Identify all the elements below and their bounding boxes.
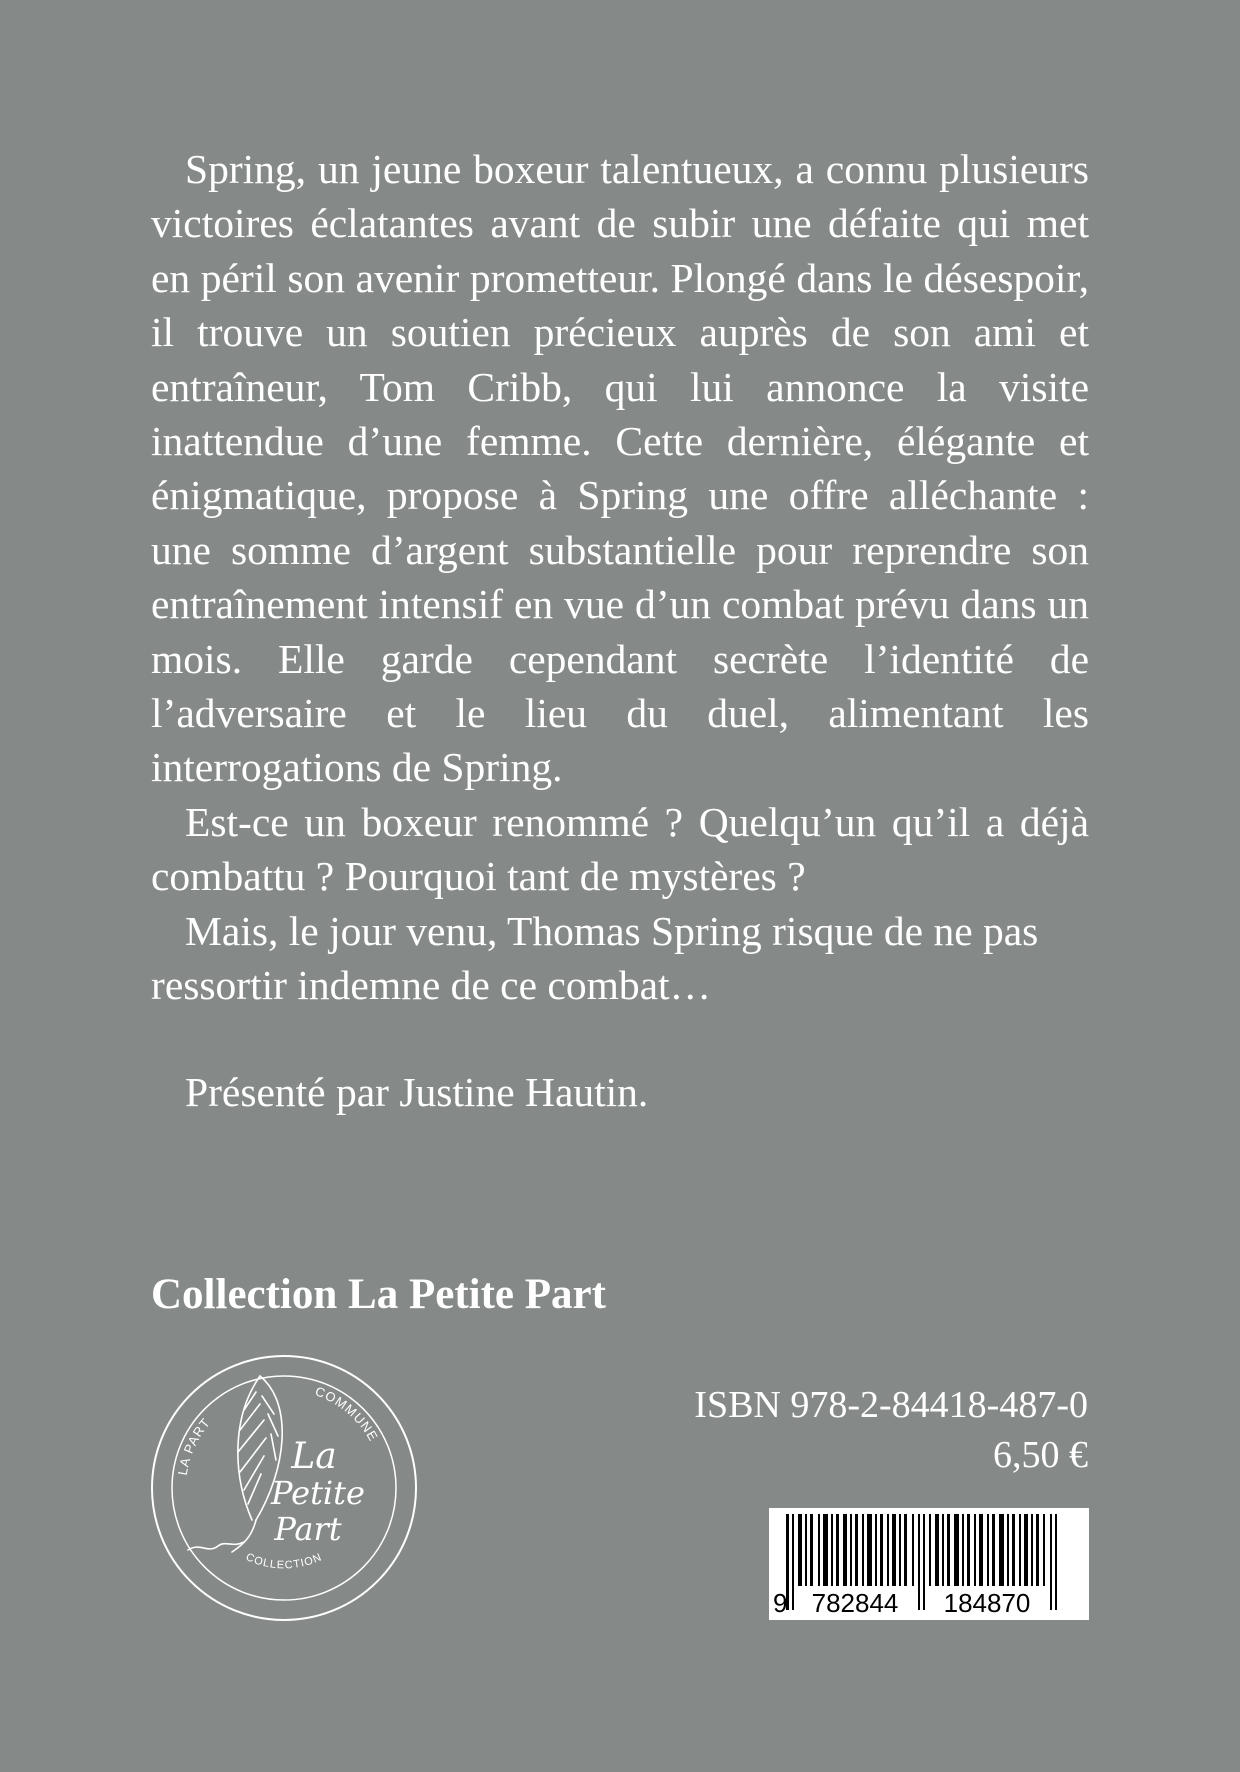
logo-script-la: La — [291, 1436, 337, 1477]
isbn-number: ISBN 978-2-84418-487-0 — [694, 1384, 1088, 1426]
barcode — [769, 1508, 1089, 1620]
feather-quill-icon — [188, 1376, 282, 1552]
logo-script-part: Part — [274, 1510, 342, 1548]
back-cover-blurb — [151, 142, 1089, 1013]
logo-arc-text-bottom: COLLECTION — [243, 1551, 325, 1572]
logo-arc-text-left: LA PART — [174, 1414, 214, 1477]
blurb-paragraph-1: Spring, un jeune boxeur talentueux, a connu plusieurs victoires éclatantes avant de subir une défaite qui met en péril son avenir prometteur. Plongé dans le désespoir, il trouve un soutien précieux auprès de son ami et entraîneur, Tom Cribb, qui lui annonce la visite inattendue d’une femme. Cette dernière, élégante et énigmatique, propose à Spring une offre alléchante : une somme d’argent substantielle pour reprendre son entraînement intensif en vue d’un combat prévu dans un mois. Elle garde cependant secrète l’identité de l’adversaire et le lieu du duel, alimentant les interrogations de Spring. — [151, 146, 1089, 791]
presenter-credit: Présenté par Justine Hautin. — [185, 1069, 649, 1115]
barcode-digits-left: 782844 — [811, 1588, 899, 1618]
svg-text:COLLECTION — [244, 1551, 324, 1571]
blurb-paragraph-2: Est-ce un boxeur renommé ? Quelqu’un qu’il a déjà combattu ? Pourquoi tant de mystères ? — [151, 798, 1089, 900]
collection-title: Collection La Petite Part — [151, 1271, 606, 1318]
logo-arc-text-right: COMMUNE — [313, 1383, 382, 1444]
collection-logo — [148, 1352, 420, 1624]
barcode-digits-right: 184870 — [943, 1588, 1031, 1618]
logo-script-petite: Petite — [271, 1474, 365, 1512]
price-label: 6,50 € — [993, 1434, 1088, 1476]
blurb-paragraph-3: Mais, le jour venu, Thomas Spring risque de ne pas ressortir indemne de ce combat… — [151, 907, 1039, 1009]
svg-text:COMMUNE — [313, 1383, 381, 1443]
barcode-digit-first: 9 — [773, 1588, 788, 1618]
